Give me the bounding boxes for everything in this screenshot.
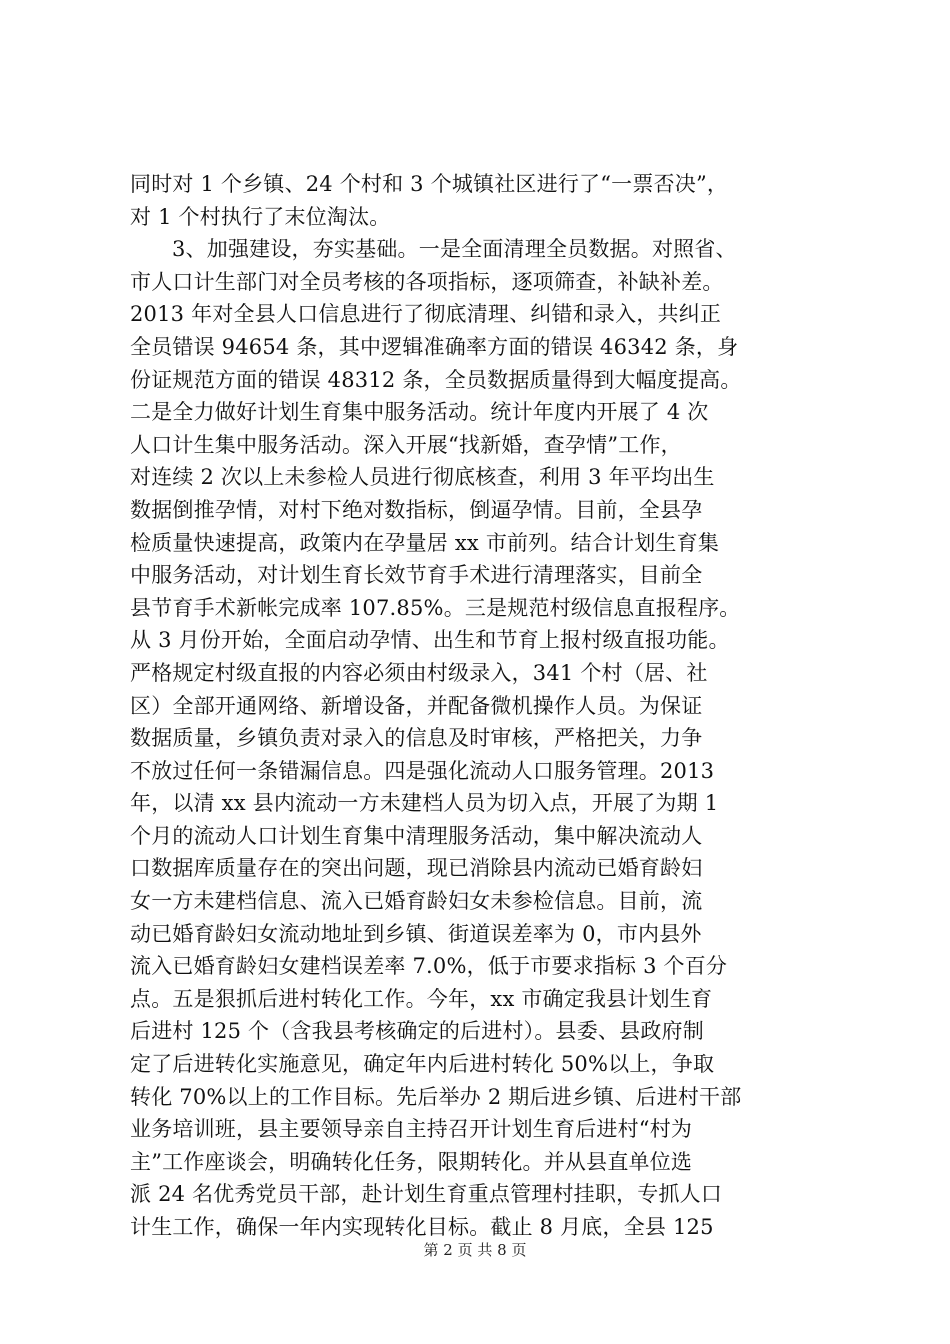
text-line: 计生工作，确保一年内实现转化目标。截止 8 月底，全县 125 [130, 1215, 714, 1239]
text-line: 个月的流动人口计划生育集中清理服务活动，集中解决流动人 [130, 823, 703, 848]
text-line: 业务培训班，县主要领导亲自主持召开计划生育后进村“村为 [130, 1117, 693, 1142]
text-line: 主”工作座谈会，明确转化任务，限期转化。并从县直单位选 [130, 1149, 693, 1174]
page-number-footer: 第 2 页 共 8 页 [423, 1241, 527, 1259]
text-line: 市人口计生部门对全员考核的各项指标，逐项筛查，补缺补差。 [130, 269, 724, 294]
text-line: 份证规范方面的错误 48312 条，全员数据质量得到大幅度提高。 [130, 367, 742, 392]
text-line: 流入已婚育龄妇女建档误差率 7.0%，低于市要求指标 3 个百分 [130, 954, 728, 979]
text-line: 中服务活动，对计划生育长效节育手术进行清理落实，目前全 [130, 563, 703, 588]
text-line: 人口计生集中服务活动。深入开展“找新婚，查孕情”工作， [130, 432, 682, 457]
paragraph-start-line: 3、加强建设，夯实基础。一是全面清理全员数据。对照省、 [172, 237, 737, 262]
text-line: 2013 年对全县人口信息进行了彻底清理、纠错和录入，共纠正 [130, 302, 722, 327]
text-line: 二是全力做好计划生育集中服务活动。统计年度内开展了 4 次 [130, 400, 709, 425]
text-line: 全员错误 94654 条，其中逻辑准确率方面的错误 46342 条，身 [130, 334, 739, 359]
text-line: 点。五是狠抓后进村转化工作。今年，xx 市确定我县计划生育 [130, 986, 713, 1011]
text-line: 定了后进转化实施意见，确定年内后进村转化 50%以上，争取 [130, 1052, 715, 1077]
text-line: 口数据库质量存在的突出问题，现已消除县内流动已婚育龄妇 [130, 856, 703, 881]
text-line: 同时对 1 个乡镇、24 个村和 3 个城镇社区进行了“一票否决”， [130, 172, 729, 196]
text-line: 动已婚育龄妇女流动地址到乡镇、街道误差率为 0，市内县外 [130, 921, 702, 946]
text-line: 对连续 2 次以上未参检人员进行彻底核查，利用 3 年平均出生 [130, 465, 715, 490]
text-line: 数据质量，乡镇负责对录入的信息及时审核，严格把关，力争 [130, 726, 703, 751]
text-line: 对 1 个村执行了末位淘汰。 [130, 204, 391, 229]
text-line: 不放过任何一条错漏信息。四是强化流动人口服务管理。2013 [130, 758, 715, 783]
text-line: 区）全部开通网络、新增设备，并配备微机操作人员。为保证 [130, 693, 703, 718]
text-line: 数据倒推孕情，对村下绝对数指标，倒逼孕情。目前，全县孕 [130, 497, 703, 522]
text-line: 严格规定村级直报的内容必须由村级录入，341 个村（居、社 [130, 660, 708, 685]
text-line: 年，以清 xx 县内流动一方未建档人员为切入点，开展了为期 1 [130, 791, 719, 816]
text-line: 检质量快速提高，政策内在孕量居 xx 市前列。结合计划生育集 [130, 530, 720, 555]
text-line: 从 3 月份开始，全面启动孕情、出生和节育上报村级直报功能。 [130, 628, 730, 653]
text-line: 县节育手术新帐完成率 107.85%。三是规范村级信息直报程序。 [130, 595, 741, 620]
text-line: 女一方未建档信息、流入已婚育龄妇女未参检信息。目前，流 [130, 889, 703, 914]
text-line: 转化 70%以上的工作目标。先后举办 2 期后进乡镇、后进村干部 [130, 1084, 742, 1109]
body-text [130, 168, 840, 1244]
text-line: 后进村 125 个（含我县考核确定的后进村）。县委、县政府制 [130, 1019, 704, 1044]
text-line: 派 24 名优秀党员干部，赴计划生育重点管理村挂职，专抓人口 [130, 1182, 723, 1207]
